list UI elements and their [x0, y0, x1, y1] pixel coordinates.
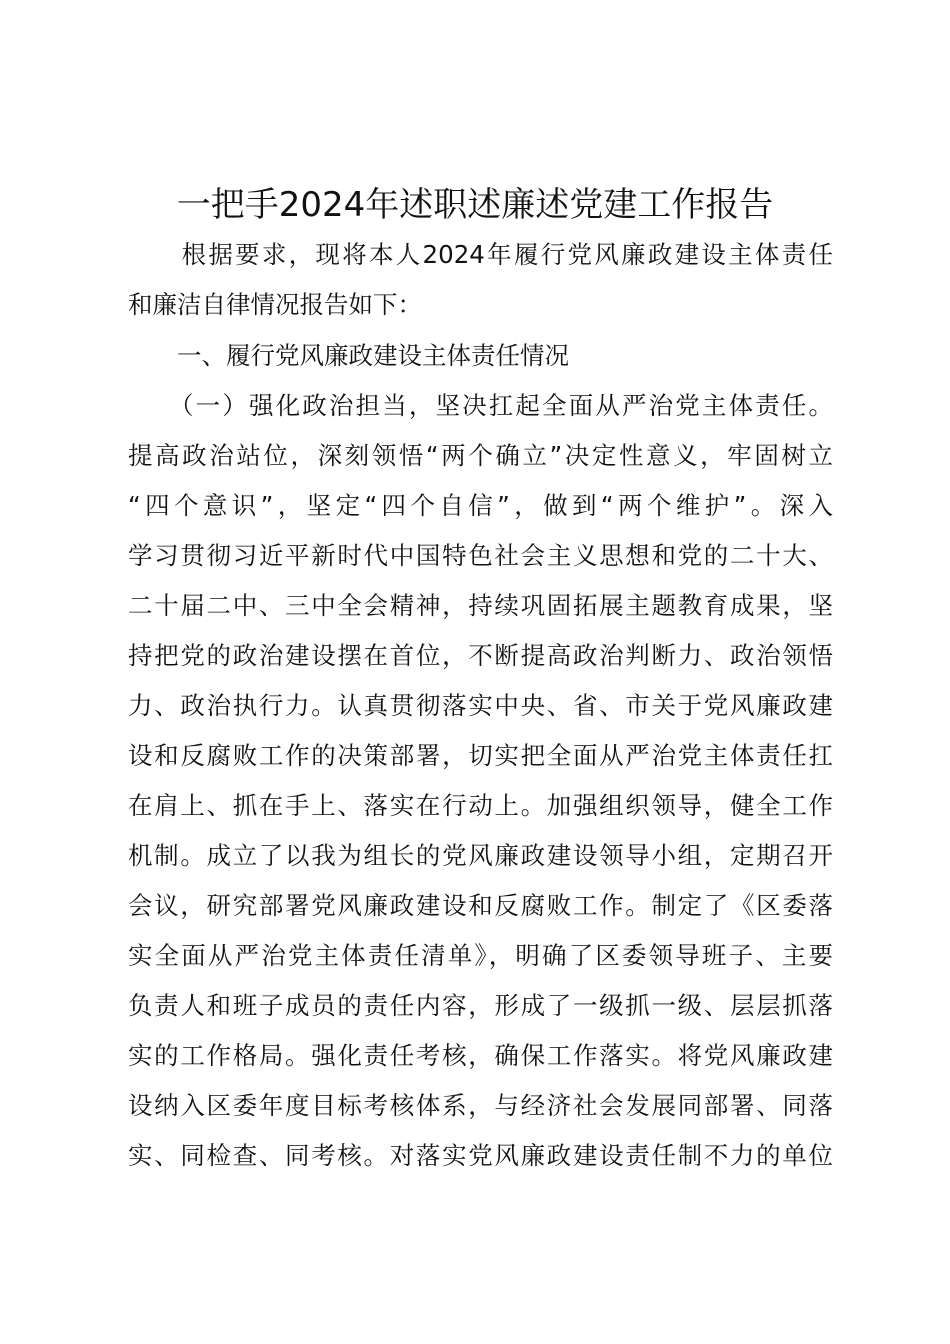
paragraph-line: 提高政治站位，深刻领悟“两个确立”决定性意义，牢固树立 — [128, 441, 833, 470]
paragraph-line: 设和反腐败工作的决策部署，切实把全面从严治党主体责任扛 — [128, 741, 833, 770]
paragraph-line: 机制。成立了以我为组长的党风廉政建设领导小组，定期召开 — [128, 841, 833, 870]
paragraph-line: 根据要求，现将本人2024年履行党风廉政建设主体责任 — [128, 240, 833, 269]
paragraph-line: 实的工作格局。强化责任考核，确保工作落实。将党风廉政建 — [128, 1041, 833, 1070]
paragraph-line: 实全面从严治党主体责任清单》，明确了区委领导班子、主要 — [128, 941, 833, 970]
paragraph-line: 负责人和班子成员的责任内容，形成了一级抓一级、层层抓落 — [128, 991, 833, 1020]
paragraph-line: （一）强化政治担当，坚决扛起全面从严治党主体责任。 — [128, 391, 833, 420]
paragraph-line: 在肩上、抓在手上、落实在行动上。加强组织领导，健全工作 — [128, 791, 833, 820]
paragraph-line: 会议，研究部署党风廉政建设和反腐败工作。制定了《区委落 — [128, 891, 833, 920]
section-heading: 一、履行党风廉政建设主体责任情况 — [128, 341, 569, 370]
paragraph-line: “四个意识”，坚定“四个自信”，做到“两个维护”。深入 — [128, 491, 833, 520]
paragraph-line: 设纳入区委年度目标考核体系，与经济社会发展同部署、同落 — [128, 1091, 833, 1120]
paragraph-line: 实、同检查、同考核。对落实党风廉政建设责任制不力的单位 — [128, 1141, 833, 1170]
document-title: 一把手2024年述职述廉述党建工作报告 — [176, 185, 774, 225]
paragraph-line: 持把党的政治建设摆在首位，不断提高政治判断力、政治领悟 — [128, 641, 833, 670]
paragraph-line: 力、政治执行力。认真贯彻落实中央、省、市关于党风廉政建 — [128, 691, 833, 720]
paragraph-line: 和廉洁自律情况报告如下： — [128, 290, 422, 319]
paragraph-line: 学习贯彻习近平新时代中国特色社会主义思想和党的二十大、 — [128, 541, 833, 570]
paragraph-line: 二十届二中、三中全会精神，持续巩固拓展主题教育成果，坚 — [128, 591, 833, 620]
